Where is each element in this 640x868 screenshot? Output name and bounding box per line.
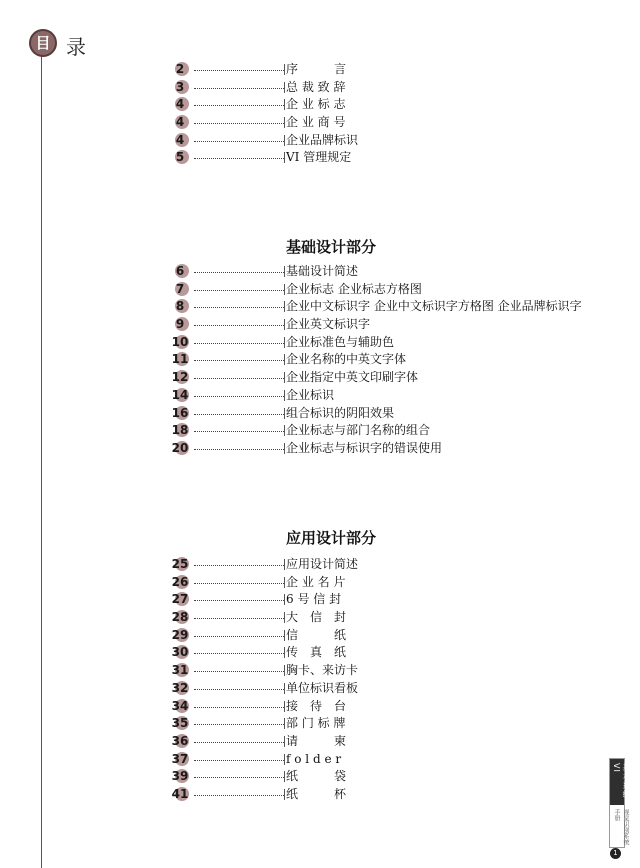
toc-entry-label: 部 门 标 牌 bbox=[286, 716, 346, 731]
leader-tick bbox=[284, 319, 285, 330]
toc-page-number: 29 bbox=[171, 627, 189, 642]
toc-group-basic bbox=[170, 263, 600, 458]
side-tab bbox=[609, 758, 631, 848]
dot-leader bbox=[194, 724, 284, 726]
toc-entry[interactable] bbox=[170, 369, 600, 387]
toc-entry-label: 组合标识的阴阳效果 bbox=[286, 405, 395, 420]
left-vertical-rule bbox=[41, 56, 42, 868]
toc-entry-label: 应用设计简述 bbox=[286, 557, 359, 571]
toc-entry-label: 企业名称的中英文字体 bbox=[286, 352, 407, 367]
toc-entry-label: 企 业 名 片 bbox=[286, 574, 346, 589]
dot-leader bbox=[194, 742, 284, 744]
leader-tick bbox=[284, 408, 285, 419]
leader-tick bbox=[284, 443, 285, 454]
toc-entry-label: 胸卡、来访卡 bbox=[286, 663, 359, 678]
header-badge: 目 bbox=[29, 29, 57, 57]
toc-entry[interactable] bbox=[170, 786, 600, 804]
toc-entry[interactable] bbox=[170, 574, 600, 592]
toc-page-number: 4 bbox=[170, 97, 190, 112]
toc-entry-label: 企业中文标识字 企业中文标识字方格图 企业品牌标识字 bbox=[286, 299, 582, 314]
toc-entry[interactable] bbox=[170, 627, 600, 645]
toc-entry-label: 企业品牌标识 bbox=[286, 132, 359, 147]
toc-entry-label: 序 言 bbox=[286, 62, 347, 76]
toc-page-number: 35 bbox=[171, 716, 189, 731]
dot-leader bbox=[194, 70, 284, 72]
toc-page-number: 10 bbox=[171, 334, 189, 349]
page-number: 1 bbox=[610, 848, 621, 859]
dot-leader bbox=[194, 378, 284, 380]
leader-tick bbox=[284, 771, 285, 782]
leader-tick bbox=[284, 266, 285, 277]
toc-entry[interactable] bbox=[170, 79, 600, 97]
dot-leader bbox=[194, 307, 284, 309]
toc-entry-label: 企业标志与标识字的错误使用 bbox=[286, 440, 443, 455]
toc-page-number: 41 bbox=[171, 786, 189, 801]
dot-leader bbox=[194, 707, 284, 709]
leader-tick bbox=[284, 701, 285, 712]
toc-entry-label: 基础设计简述 bbox=[286, 264, 359, 278]
leader-tick bbox=[284, 425, 285, 436]
dot-leader bbox=[194, 600, 284, 602]
toc-page-number: 5 bbox=[170, 150, 190, 165]
toc-entry-label: 大 信 封 bbox=[286, 610, 347, 625]
toc-page-number: 34 bbox=[171, 698, 189, 713]
toc-page-number: 20 bbox=[171, 440, 189, 455]
dot-leader bbox=[194, 618, 284, 620]
toc-page-number: 4 bbox=[170, 133, 190, 148]
dot-leader bbox=[194, 431, 284, 433]
toc-entry[interactable] bbox=[170, 132, 600, 150]
toc-entry[interactable] bbox=[170, 733, 600, 751]
toc-entry-label: 企业标准色与辅助色 bbox=[286, 334, 395, 349]
leader-tick bbox=[284, 789, 285, 800]
dot-leader bbox=[194, 449, 284, 451]
toc-page-number: 11 bbox=[171, 352, 189, 367]
toc-entry[interactable] bbox=[170, 387, 600, 405]
leader-tick bbox=[284, 559, 285, 570]
side-tab-subtext: 视觉识别系统手册 bbox=[613, 809, 629, 845]
dot-leader bbox=[194, 123, 284, 125]
toc-entry[interactable] bbox=[170, 149, 600, 167]
toc-entry[interactable] bbox=[170, 698, 600, 716]
toc-entry[interactable] bbox=[170, 281, 600, 299]
toc-group-application bbox=[170, 556, 600, 804]
toc-entry[interactable] bbox=[170, 644, 600, 662]
toc-entry-label: VI 管理规定 bbox=[286, 150, 352, 165]
toc-entry-label: 企 业 商 号 bbox=[286, 115, 346, 130]
toc-entry[interactable] bbox=[170, 422, 600, 440]
toc-entry[interactable] bbox=[170, 662, 600, 680]
toc-page-number: 12 bbox=[171, 370, 189, 385]
leader-tick bbox=[284, 390, 285, 401]
leader-tick bbox=[284, 372, 285, 383]
toc-entry-label: 纸 杯 bbox=[286, 786, 347, 801]
dot-leader bbox=[194, 343, 284, 345]
toc-entry-label: 企业标志 企业标志方格图 bbox=[286, 281, 422, 296]
toc-page-number: 31 bbox=[171, 663, 189, 678]
leader-tick bbox=[284, 301, 285, 312]
dot-leader bbox=[194, 325, 284, 327]
toc-entry-label: f o l d e r bbox=[286, 751, 342, 766]
toc-page-number: 30 bbox=[171, 645, 189, 660]
toc-page-number: 32 bbox=[171, 680, 189, 695]
toc-entry-label: 企业英文标识字 bbox=[286, 317, 371, 332]
toc-entry[interactable] bbox=[170, 556, 600, 574]
dot-leader bbox=[194, 158, 284, 160]
leader-tick bbox=[284, 135, 285, 146]
leader-tick bbox=[284, 577, 285, 588]
toc-entry[interactable] bbox=[170, 96, 600, 114]
dot-leader bbox=[194, 290, 284, 292]
toc-entry[interactable] bbox=[170, 316, 600, 334]
toc-entry-label: 6 号 信 封 bbox=[286, 592, 342, 607]
toc-page-number: 39 bbox=[171, 769, 189, 784]
toc-page-number: 28 bbox=[171, 610, 189, 625]
dot-leader bbox=[194, 795, 284, 797]
leader-tick bbox=[284, 647, 285, 658]
leader-tick bbox=[284, 337, 285, 348]
toc-entry-label: 企业标志与部门名称的组合 bbox=[286, 423, 431, 438]
leader-tick bbox=[284, 718, 285, 729]
toc-page-number: 6 bbox=[170, 264, 190, 279]
dot-leader bbox=[194, 583, 284, 585]
toc-entry[interactable] bbox=[170, 334, 600, 352]
dot-leader bbox=[194, 565, 284, 567]
toc-page-number: 36 bbox=[171, 733, 189, 748]
dot-leader bbox=[194, 360, 284, 362]
toc-entry[interactable] bbox=[170, 405, 600, 423]
toc-entry[interactable] bbox=[170, 591, 600, 609]
toc-entry-label: 纸 袋 bbox=[286, 769, 347, 784]
dot-leader bbox=[194, 653, 284, 655]
leader-tick bbox=[284, 117, 285, 128]
toc-page-number: 25 bbox=[171, 557, 189, 571]
toc-entry-label: 信 纸 bbox=[286, 627, 347, 642]
leader-tick bbox=[284, 612, 285, 623]
dot-leader bbox=[194, 414, 284, 416]
dot-leader bbox=[194, 272, 284, 274]
dot-leader bbox=[194, 689, 284, 691]
toc-entry-label: 企 业 标 志 bbox=[286, 97, 346, 112]
leader-tick bbox=[284, 594, 285, 605]
page-title: 录 bbox=[66, 35, 86, 59]
toc-entry-label: 企业指定中英文印刷字体 bbox=[286, 370, 419, 385]
toc-entry-label: 接 待 台 bbox=[286, 698, 347, 713]
toc-page-number: 8 bbox=[170, 299, 190, 314]
toc-entry[interactable] bbox=[170, 114, 600, 132]
toc-page-number: 16 bbox=[171, 405, 189, 420]
toc-entry-label: 总 裁 致 辞 bbox=[286, 79, 346, 94]
toc-entry-label: 请 柬 bbox=[286, 733, 347, 748]
toc-entry[interactable] bbox=[170, 61, 600, 79]
leader-tick bbox=[284, 630, 285, 641]
toc-page-number: 27 bbox=[171, 592, 189, 607]
toc-entry-label: 传 真 纸 bbox=[286, 645, 347, 660]
section-title-basic: 基础设计部分 bbox=[286, 238, 377, 256]
toc-page-number: 26 bbox=[171, 574, 189, 589]
dot-leader bbox=[194, 396, 284, 398]
dot-leader bbox=[194, 88, 284, 90]
toc-entry-label: 单位标识看板 bbox=[286, 680, 359, 695]
leader-tick bbox=[284, 99, 285, 110]
toc-entry[interactable] bbox=[170, 263, 600, 281]
toc-page-number: 9 bbox=[170, 317, 190, 332]
dot-leader bbox=[194, 141, 284, 143]
toc-entry[interactable] bbox=[170, 768, 600, 786]
toc-entry[interactable] bbox=[170, 680, 600, 698]
toc-page-number: 14 bbox=[171, 387, 189, 402]
toc-entry[interactable] bbox=[170, 715, 600, 733]
toc-page-number: 18 bbox=[171, 423, 189, 438]
section-title-application: 应用设计部分 bbox=[286, 529, 377, 547]
toc-page-number: 7 bbox=[170, 282, 190, 297]
toc-entry[interactable] bbox=[170, 609, 600, 627]
dot-leader bbox=[194, 777, 284, 779]
leader-tick bbox=[284, 665, 285, 676]
toc-group-intro bbox=[170, 61, 600, 167]
leader-tick bbox=[284, 152, 285, 163]
leader-tick bbox=[284, 64, 285, 75]
side-tab-text: 基本系统VI bbox=[612, 763, 631, 799]
leader-tick bbox=[284, 354, 285, 365]
toc-entry[interactable] bbox=[170, 751, 600, 769]
toc-entry-label: 企业标识 bbox=[286, 387, 335, 402]
leader-tick bbox=[284, 284, 285, 295]
toc-page-number: 37 bbox=[171, 751, 189, 766]
dot-leader bbox=[194, 671, 284, 673]
dot-leader bbox=[194, 636, 284, 638]
dot-leader bbox=[194, 105, 284, 107]
leader-tick bbox=[284, 754, 285, 765]
toc-page-number: 3 bbox=[170, 80, 190, 95]
toc-entry[interactable] bbox=[170, 298, 600, 316]
leader-tick bbox=[284, 82, 285, 93]
dot-leader bbox=[194, 760, 284, 762]
toc-page-number: 2 bbox=[170, 62, 190, 77]
toc-entry[interactable] bbox=[170, 351, 600, 369]
leader-tick bbox=[284, 683, 285, 694]
leader-tick bbox=[284, 736, 285, 747]
toc-entry[interactable] bbox=[170, 440, 600, 458]
toc-page-number: 4 bbox=[170, 115, 190, 130]
